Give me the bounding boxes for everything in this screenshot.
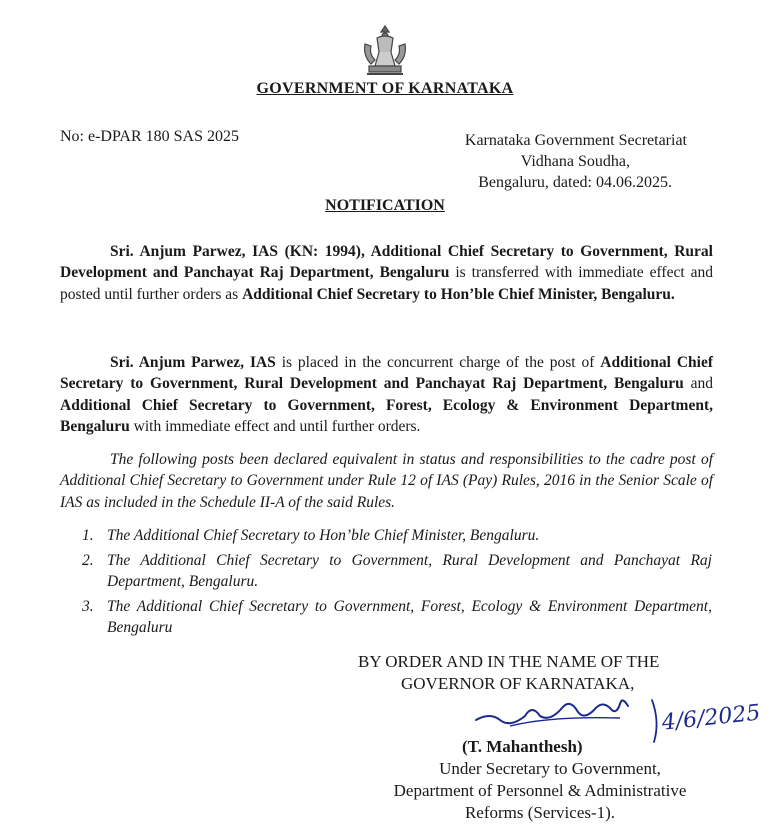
list-text: The Additional Chief Secretary to Hon’ble Chief Minister, Bengaluru.	[107, 527, 540, 544]
list-item	[82, 596, 712, 639]
body-text: is transferred with immediate effect and posted until further orders as	[60, 264, 713, 303]
designation-line: Reforms (Services-1).	[464, 803, 616, 822]
state-emblem-icon	[355, 22, 415, 80]
signature-icon	[470, 686, 640, 736]
date-text: 4/6/2025	[660, 700, 760, 736]
body-text: is placed in the concurrent charge of the post of	[275, 354, 601, 371]
list-text: The Additional Chief Secretary to Government, Forest, Ecology & Environment Department, Bengaluru	[107, 597, 712, 636]
paragraph-equivalence: The following posts been declared equivalent in status and responsibilities to the cadre post of Additional Chief Secretary to Government under Rule 12 of IAS (Pay) Rules, 2016 in the Senior Scale of IAS as included in the Schedule II-A of the said Rules.	[60, 451, 713, 511]
paragraph-concurrent-charge	[60, 352, 713, 437]
list-number: 1.	[82, 527, 94, 544]
body-text: with immediate effect and until further orders.	[129, 417, 421, 435]
posts-list	[82, 525, 712, 642]
order-line: GOVERNOR OF KARNATAKA,	[401, 674, 635, 693]
list-text: The Additional Chief Secretary to Government, Rural Development and Panchayat Raj Department, Bengaluru.	[107, 551, 712, 590]
list-item	[82, 550, 712, 593]
address-block	[400, 130, 730, 193]
bold-text: Sri. Anjum Parwez, IAS (KN: 1994), Additional Chief Secretary to Government, Rural Development and Panchayat Raj Department, Bengaluru	[60, 243, 713, 282]
handwritten-date	[648, 692, 760, 746]
bold-text: Sri. Anjum Parwez, IAS	[110, 354, 276, 371]
order-line: BY ORDER AND IN THE NAME OF THE	[358, 652, 660, 671]
signatory-name: (T. Mahanthesh)	[462, 737, 583, 756]
list-item	[82, 525, 712, 547]
bold-text: Additional Chief Secretary to Government, Rural Development and Panchayat Raj Department, Bengaluru	[60, 354, 713, 393]
designation-line: Department of Personnel & Administrative	[393, 781, 687, 800]
body-text: and	[683, 375, 713, 393]
date-ink-icon	[648, 692, 760, 746]
bold-text: Additional Chief Secretary to Government, Forest, Ecology & Environment Department, Bengaluru	[60, 396, 713, 435]
signatory-designation	[340, 758, 740, 824]
reference-number: No: e-DPAR 180 SAS 2025	[60, 128, 239, 145]
address-line: Vidhana Soudha,	[520, 153, 630, 170]
designation-line: Under Secretary to Government,	[439, 759, 661, 778]
paragraph-transfer	[60, 241, 713, 305]
address-line: Karnataka Government Secretariat	[464, 132, 687, 149]
list-number: 2.	[82, 551, 94, 569]
bold-text: Additional Chief Secretary to Hon’ble Chief Minister, Bengaluru.	[242, 285, 675, 303]
address-line: Bengaluru, dated: 04.06.2025.	[478, 174, 672, 191]
government-heading: GOVERNMENT OF KARNATAKA	[256, 80, 514, 97]
list-number: 3.	[82, 597, 94, 615]
notification-title: NOTIFICATION	[325, 197, 445, 214]
